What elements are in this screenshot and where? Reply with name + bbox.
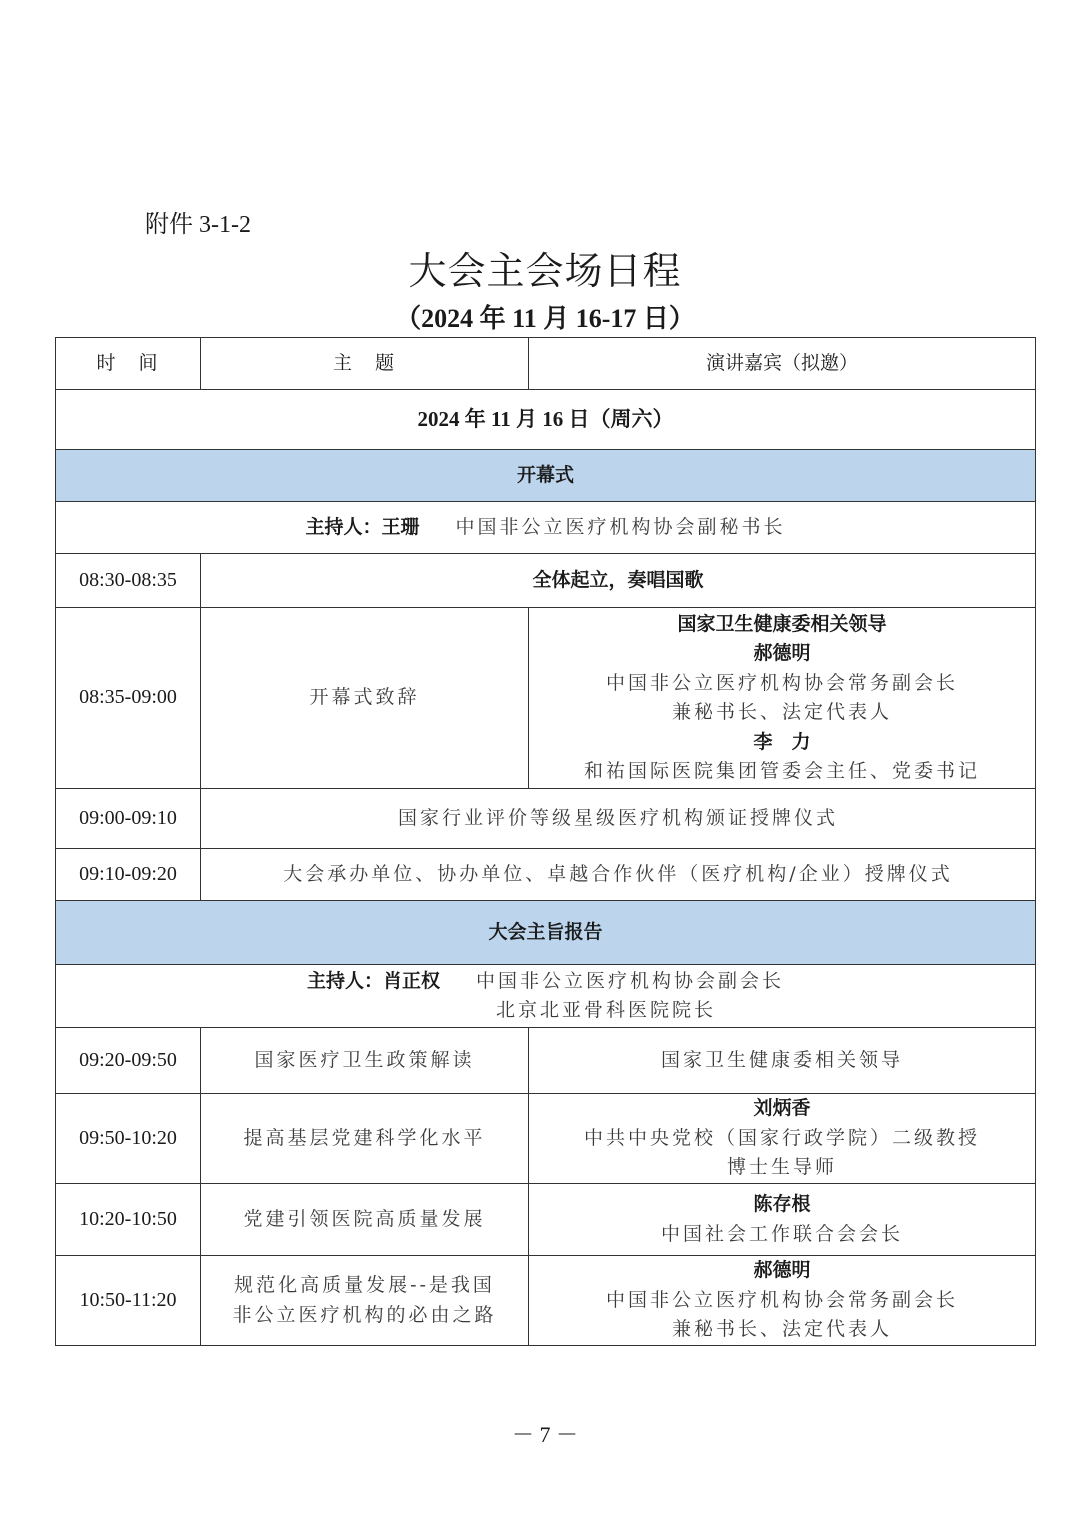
- topic-cell: [201, 1256, 529, 1346]
- speaker-cell: 国家卫生健康委相关领导: [529, 1028, 1036, 1094]
- speaker-name: 刘炳香: [753, 1097, 811, 1120]
- day-label: 2024 年 11 月 16 日（周六）: [56, 390, 1036, 450]
- host-title: 中国非公立医疗机构协会副秘书长: [455, 515, 786, 538]
- topic-cell: 国家医疗卫生政策解读: [201, 1028, 529, 1094]
- topic-cell: 开幕式致辞: [201, 608, 529, 789]
- host-title: 中国非公立医疗机构协会副会长: [476, 969, 785, 992]
- table-row: [56, 554, 1036, 608]
- time-cell: 09:50-10:20: [56, 1094, 201, 1184]
- speaker-title: 中共中央党校（国家行政学院）二级教授: [583, 1126, 980, 1149]
- schedule-table: [55, 337, 1036, 1346]
- topic-cell: 全体起立，奏唱国歌: [201, 554, 1036, 608]
- host-cell: [56, 965, 1036, 1028]
- section-row: [56, 450, 1036, 502]
- host-label: 主持人：肖正权: [306, 969, 440, 992]
- speaker-title: 博士生导师: [726, 1156, 837, 1179]
- speaker-title: 中国社会工作联合会会长: [660, 1222, 903, 1245]
- topic-line: 规范化高质量发展--是我国: [234, 1274, 495, 1296]
- table-row: [56, 1094, 1036, 1184]
- topic-cell: 提高基层党建科学化水平: [201, 1094, 529, 1184]
- table-row: [56, 789, 1036, 849]
- time-cell: 10:50-11:20: [56, 1256, 201, 1346]
- speaker-title: 兼秘书长、法定代表人: [671, 701, 892, 723]
- speaker-title: 兼秘书长、法定代表人: [671, 1318, 892, 1341]
- speaker-name: 郝德明: [753, 642, 811, 664]
- topic-cell: 国家行业评价等级星级医疗机构颁证授牌仪式: [201, 789, 1036, 849]
- time-cell: 08:30-08:35: [56, 554, 201, 608]
- speaker-title: 中国非公立医疗机构协会常务副会长: [605, 1288, 958, 1311]
- table-row: [56, 1184, 1036, 1256]
- topic-cell: 大会承办单位、协办单位、卓越合作伙伴（医疗机构/企业）授牌仪式: [201, 849, 1036, 901]
- speaker-cell: [529, 1094, 1036, 1184]
- page-subtitle-dates: （2024 年 11 月 16-17 日）: [395, 304, 695, 333]
- table-row: [56, 849, 1036, 901]
- speaker-name: 国家卫生健康委相关领导: [677, 612, 887, 635]
- speaker-cell: [529, 1184, 1036, 1256]
- host-row: [56, 965, 1036, 1028]
- page-number: － 7 －: [511, 1422, 578, 1447]
- section-title-opening: 开幕式: [56, 450, 1036, 502]
- topic-line: 非公立医疗机构的必由之路: [232, 1303, 497, 1326]
- host-cell: [56, 502, 1036, 554]
- host-title: 北京北亚骨科医院院长: [495, 999, 716, 1021]
- header-speaker: 演讲嘉宾（拟邀）: [529, 338, 1036, 390]
- header-time: 时 间: [56, 338, 201, 390]
- speaker-name: 郝德明: [753, 1259, 811, 1282]
- time-cell: 08:35-09:00: [56, 608, 201, 789]
- section-title-keynote: 大会主旨报告: [56, 901, 1036, 965]
- time-cell: 09:00-09:10: [56, 789, 201, 849]
- time-cell: 09:20-09:50: [56, 1028, 201, 1094]
- speaker-title: 中国非公立医疗机构协会常务副会长: [605, 671, 958, 694]
- table-row: [56, 1256, 1036, 1346]
- time-cell: 10:20-10:50: [56, 1184, 201, 1256]
- host-label: 主持人：王珊: [305, 515, 420, 538]
- table-row: [56, 608, 1036, 789]
- section-row: [56, 901, 1036, 965]
- page-title: 大会主会场日程: [408, 249, 682, 293]
- topic-cell: 党建引领医院高质量发展: [201, 1184, 529, 1256]
- table-row: [56, 1028, 1036, 1094]
- speaker-name: 李 力: [753, 730, 811, 753]
- table-header-row: [56, 338, 1036, 390]
- speaker-cell: [529, 608, 1036, 789]
- speaker-name: 陈存根: [753, 1193, 811, 1215]
- day-row: [56, 390, 1036, 450]
- speaker-title: 和祐国际医院集团管委会主任、党委书记: [583, 760, 980, 782]
- speaker-cell: [529, 1256, 1036, 1346]
- host-row: [56, 502, 1036, 554]
- header-topic: 主 题: [201, 338, 529, 390]
- attachment-label: 附件 3-1-2: [145, 212, 251, 238]
- host-block: [307, 967, 784, 1026]
- time-cell: 09:10-09:20: [56, 849, 201, 901]
